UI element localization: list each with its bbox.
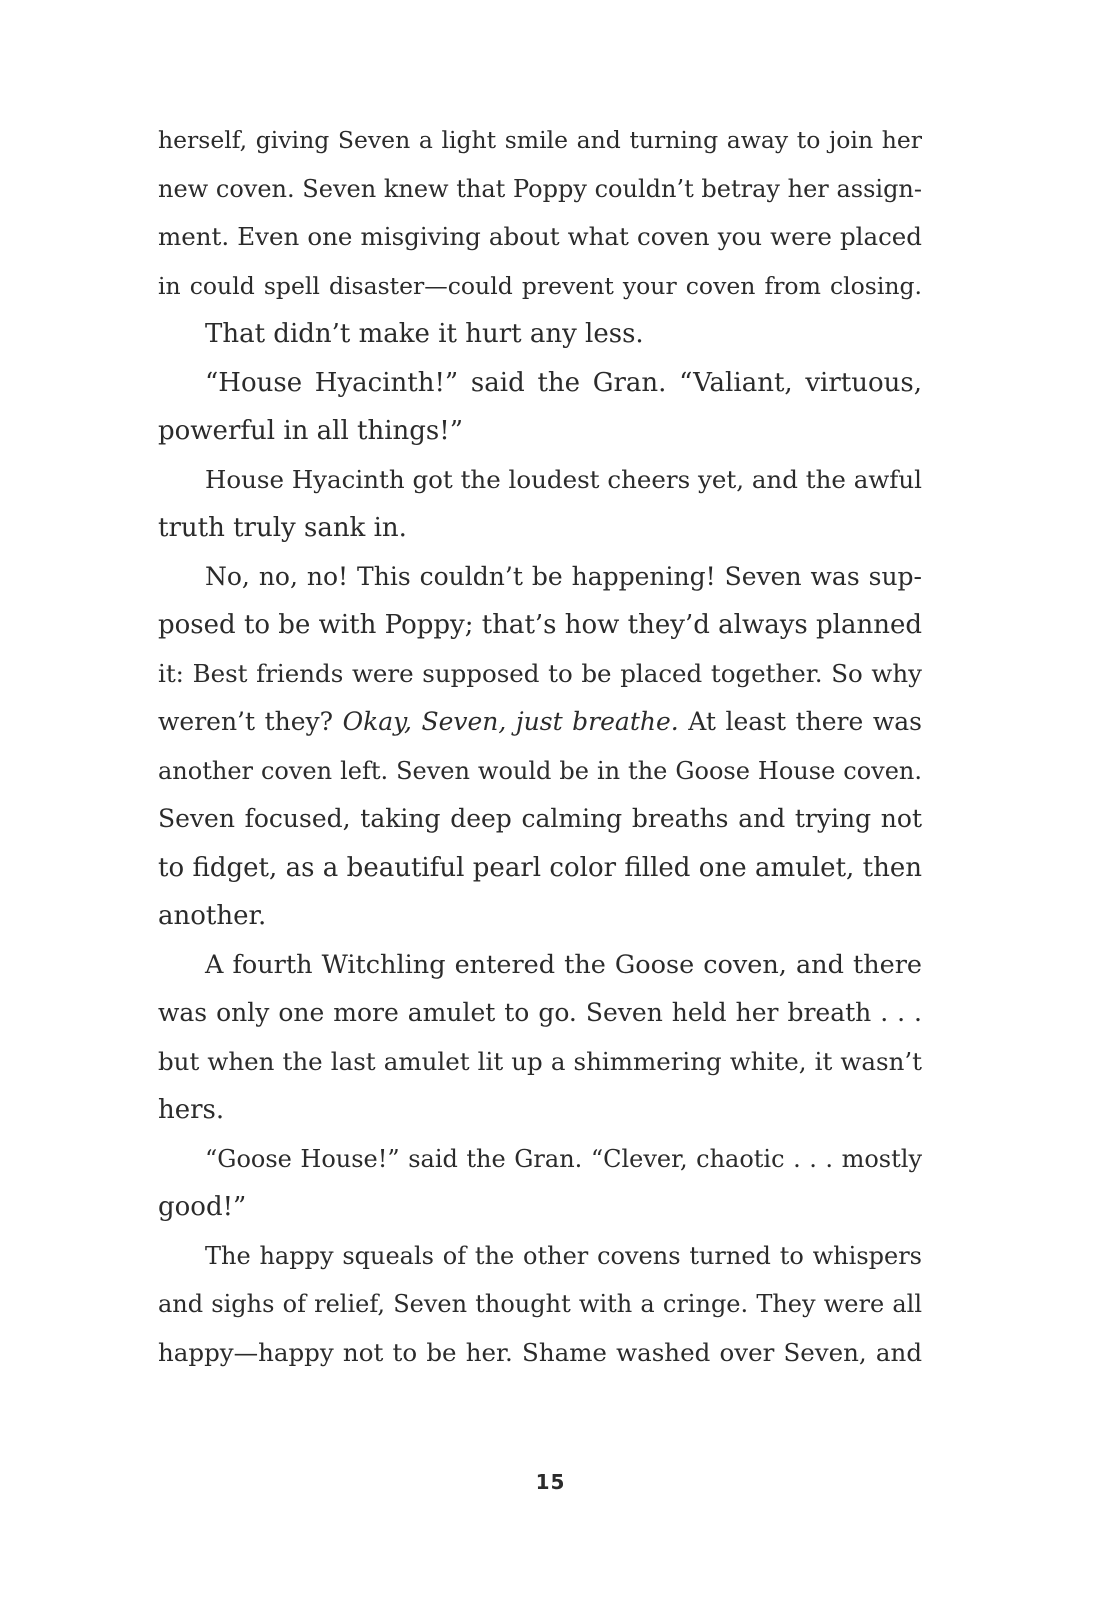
text-line: herself, giving Seven a light smile and turning away to join her bbox=[158, 126, 922, 154]
text-line: A fourth Witchling entered the Goose coven, and there bbox=[205, 949, 922, 980]
text-line: hers. bbox=[158, 1095, 225, 1125]
text-line: That didn’t make it hurt any less. bbox=[205, 319, 644, 349]
text-line: was only one more amulet to go. Seven held her breath . . . bbox=[158, 998, 922, 1027]
text-line: House Hyacinth got the loudest cheers yet, and the awful bbox=[205, 464, 922, 494]
text-line: No, no, no! This couldn’t be happening! Seven was sup- bbox=[205, 561, 922, 591]
text-line: to fidget, as a beautiful pearl color filled one amulet, then bbox=[158, 852, 922, 883]
body-text bbox=[158, 116, 922, 1377]
text-segment: At least there was bbox=[678, 707, 922, 736]
text-line: but when the last amulet lit up a shimmering white, it wasn’t bbox=[158, 1046, 922, 1076]
italic-thought: Okay, Seven, just breathe. bbox=[342, 707, 679, 736]
text-line: powerful in all things!” bbox=[158, 416, 464, 446]
text-line: another coven left. Seven would be in the Goose House coven. bbox=[158, 756, 922, 785]
text-line: it: Best friends were supposed to be placed together. So why bbox=[158, 658, 922, 688]
text-line: “Goose House!” said the Gran. “Clever, chaotic . . . mostly bbox=[205, 1144, 922, 1173]
text-line: “House Hyacinth!” said the Gran. “Valiant, virtuous, bbox=[205, 367, 922, 398]
text-line: The happy squeals of the other covens turned to whispers bbox=[205, 1241, 922, 1270]
text-line: ment. Even one misgiving about what coven you were placed bbox=[158, 222, 922, 251]
text-line: good!” bbox=[158, 1192, 247, 1222]
text-line bbox=[158, 698, 922, 747]
text-line: Seven focused, taking deep calming breaths and trying not bbox=[158, 804, 922, 833]
text-line: truth truly sank in. bbox=[158, 513, 407, 543]
text-line: in could spell disaster—could prevent your coven from closing. bbox=[158, 271, 922, 300]
text-line: new coven. Seven knew that Poppy couldn’t betray her assign- bbox=[158, 174, 922, 203]
text-segment: weren’t they? bbox=[158, 707, 343, 736]
text-line: another. bbox=[158, 901, 267, 931]
text-line: and sighs of relief, Seven thought with a cringe. They were all bbox=[158, 1290, 922, 1318]
text-line: posed to be with Poppy; that’s how they’d always planned bbox=[158, 610, 922, 640]
text-line: happy—happy not to be her. Shame washed over Seven, and bbox=[158, 1337, 922, 1367]
page-number: 15 bbox=[535, 1470, 566, 1494]
